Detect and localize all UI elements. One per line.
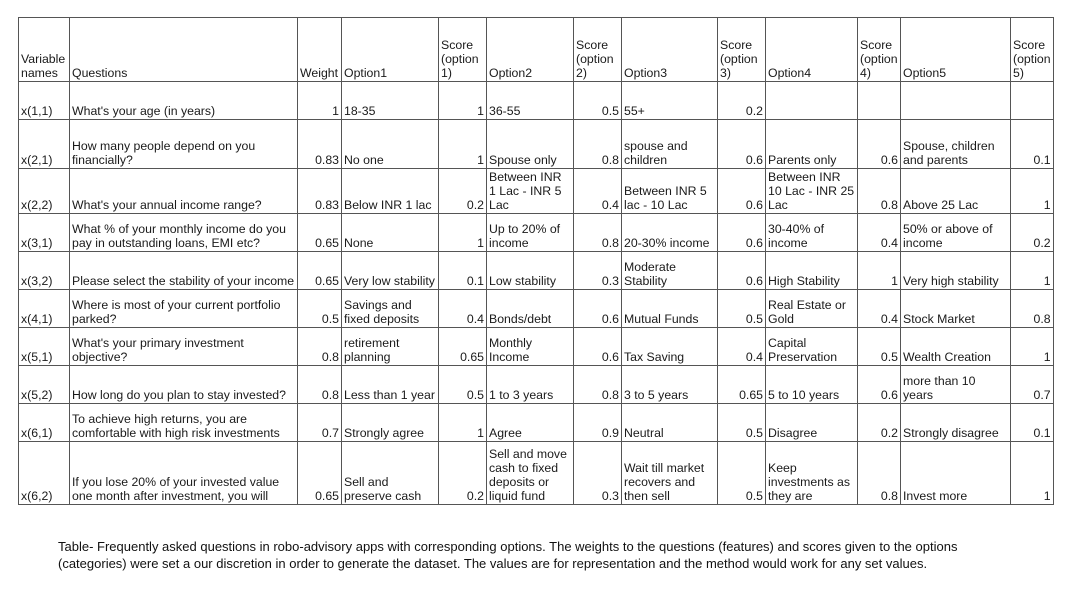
table-row xyxy=(19,252,1054,290)
table-row xyxy=(19,120,1054,169)
table-cell: 0.65 xyxy=(439,328,487,366)
table-cell xyxy=(766,82,858,120)
table-cell: 0.1 xyxy=(1011,404,1054,442)
table-body xyxy=(19,82,1054,505)
table-cell: 0.6 xyxy=(858,120,901,169)
table-cell: 0.4 xyxy=(858,214,901,252)
table-row xyxy=(19,290,1054,328)
table-row xyxy=(19,328,1054,366)
table-cell: x(1,1) xyxy=(19,82,70,120)
table-cell: 0.9 xyxy=(574,404,622,442)
table-cell: 0.65 xyxy=(298,214,342,252)
table-cell: 1 to 3 years xyxy=(487,366,574,404)
table-cell: 0.4 xyxy=(574,169,622,214)
table-cell: Between INR 10 Lac - INR 25 Lac xyxy=(766,169,858,214)
column-header: Score (option 2) xyxy=(574,18,622,82)
table-cell: 0.6 xyxy=(718,120,766,169)
table-cell: 18-35 xyxy=(342,82,439,120)
column-header: Weight xyxy=(298,18,342,82)
table-cell xyxy=(858,82,901,120)
column-header: Option2 xyxy=(487,18,574,82)
table-cell: 0.8 xyxy=(574,120,622,169)
table-cell: 5 to 10 years xyxy=(766,366,858,404)
table-cell: 0.4 xyxy=(858,290,901,328)
table-cell: Moderate Stability xyxy=(622,252,718,290)
table-cell: x(6,1) xyxy=(19,404,70,442)
table-cell: 0.7 xyxy=(1011,366,1054,404)
table-caption: Table- Frequently asked questions in robo-advisory apps with corresponding options. The weights to the questions (features) and scores given to the options (categories) were set a our discretion in order to generate the dataset. The values are for representation and the method would work for any set values. xyxy=(58,539,958,571)
table-cell: 0.6 xyxy=(858,366,901,404)
table-cell: What's your age (in years) xyxy=(70,82,298,120)
table-cell: 0.5 xyxy=(858,328,901,366)
table-cell: How many people depend on you financially? xyxy=(70,120,298,169)
table-cell: Agree xyxy=(487,404,574,442)
table-cell: 0.6 xyxy=(574,328,622,366)
table-cell: 0.65 xyxy=(718,366,766,404)
table-cell: 0.2 xyxy=(439,169,487,214)
table-cell: Sell and move cash to fixed deposits or liquid fund xyxy=(487,442,574,505)
table-cell: Where is most of your current portfolio parked? xyxy=(70,290,298,328)
table-cell: Capital Preservation xyxy=(766,328,858,366)
table-cell: 3 to 5 years xyxy=(622,366,718,404)
table-cell: 0.1 xyxy=(439,252,487,290)
column-header: Variable names xyxy=(19,18,70,82)
questions-table xyxy=(18,17,1054,505)
table-cell: None xyxy=(342,214,439,252)
table-cell: 0.5 xyxy=(718,290,766,328)
column-header: Option4 xyxy=(766,18,858,82)
table-cell: 55+ xyxy=(622,82,718,120)
table-cell: Please select the stability of your income xyxy=(70,252,298,290)
table-cell: 0.3 xyxy=(574,442,622,505)
table-cell: 0.83 xyxy=(298,169,342,214)
table-cell: 0.2 xyxy=(858,404,901,442)
table-cell: 0.8 xyxy=(858,169,901,214)
column-header: Option5 xyxy=(901,18,1011,82)
column-header: Score (option 1) xyxy=(439,18,487,82)
table-cell: x(3,1) xyxy=(19,214,70,252)
table-cell: 1 xyxy=(439,120,487,169)
table-cell: x(5,2) xyxy=(19,366,70,404)
table-cell: No one xyxy=(342,120,439,169)
table-cell: 0.2 xyxy=(1011,214,1054,252)
table-cell: 30-40% of income xyxy=(766,214,858,252)
table-cell: How long do you plan to stay invested? xyxy=(70,366,298,404)
table-cell: Strongly agree xyxy=(342,404,439,442)
table-cell: 0.2 xyxy=(718,82,766,120)
table-cell: Wait till market recovers and then sell xyxy=(622,442,718,505)
column-header: Option1 xyxy=(342,18,439,82)
table-cell: 50% or above of income xyxy=(901,214,1011,252)
header-row xyxy=(19,18,1054,82)
table-cell: Monthly Income xyxy=(487,328,574,366)
table-cell: 1 xyxy=(439,214,487,252)
table-cell: Spouse only xyxy=(487,120,574,169)
table-cell: 0.5 xyxy=(574,82,622,120)
table-cell: 1 xyxy=(439,404,487,442)
column-header: Option3 xyxy=(622,18,718,82)
table-cell: 0.6 xyxy=(718,169,766,214)
table-cell: Neutral xyxy=(622,404,718,442)
table-cell: 0.6 xyxy=(574,290,622,328)
table-cell xyxy=(1011,82,1054,120)
table-cell: 36-55 xyxy=(487,82,574,120)
column-header: Questions xyxy=(70,18,298,82)
table-cell: What % of your monthly income do you pay in outstanding loans, EMI etc? xyxy=(70,214,298,252)
table-cell: Disagree xyxy=(766,404,858,442)
table-cell: 0.3 xyxy=(574,252,622,290)
table-cell: 0.8 xyxy=(298,328,342,366)
table-row xyxy=(19,366,1054,404)
column-header: Score (option 3) xyxy=(718,18,766,82)
table-cell: Savings and fixed deposits xyxy=(342,290,439,328)
table-cell: x(2,2) xyxy=(19,169,70,214)
table-cell: Invest more xyxy=(901,442,1011,505)
table-cell: 0.5 xyxy=(298,290,342,328)
table-cell: Tax Saving xyxy=(622,328,718,366)
table-cell: x(2,1) xyxy=(19,120,70,169)
table-cell: What's your primary investment objective? xyxy=(70,328,298,366)
table-cell: 1 xyxy=(439,82,487,120)
table-cell: 1 xyxy=(1011,442,1054,505)
table-cell: 0.6 xyxy=(718,214,766,252)
table-cell: 0.5 xyxy=(439,366,487,404)
table-cell: 1 xyxy=(1011,328,1054,366)
table-cell: 1 xyxy=(298,82,342,120)
table-cell: If you lose 20% of your invested value one month after investment, you will xyxy=(70,442,298,505)
table-cell: What's your annual income range? xyxy=(70,169,298,214)
spreadsheet-table-container xyxy=(18,17,1054,505)
table-cell: Mutual Funds xyxy=(622,290,718,328)
table-cell: 0.2 xyxy=(439,442,487,505)
table-cell: x(6,2) xyxy=(19,442,70,505)
table-cell: Between INR 1 Lac - INR 5 Lac xyxy=(487,169,574,214)
table-cell: x(4,1) xyxy=(19,290,70,328)
table-cell: High Stability xyxy=(766,252,858,290)
table-cell: 1 xyxy=(858,252,901,290)
table-cell: 0.4 xyxy=(439,290,487,328)
table-cell: 0.83 xyxy=(298,120,342,169)
table-cell: spouse and children xyxy=(622,120,718,169)
table-cell: x(5,1) xyxy=(19,328,70,366)
table-row xyxy=(19,82,1054,120)
table-row xyxy=(19,404,1054,442)
table-cell: Below INR 1 lac xyxy=(342,169,439,214)
table-cell: more than 10 years xyxy=(901,366,1011,404)
table-cell: 0.8 xyxy=(858,442,901,505)
table-cell: 0.65 xyxy=(298,252,342,290)
table-cell: 0.7 xyxy=(298,404,342,442)
table-cell: Up to 20% of income xyxy=(487,214,574,252)
table-cell: Sell and preserve cash xyxy=(342,442,439,505)
table-cell: 0.5 xyxy=(718,442,766,505)
table-cell: 1 xyxy=(1011,252,1054,290)
table-cell: 0.6 xyxy=(718,252,766,290)
table-cell: 0.8 xyxy=(298,366,342,404)
table-cell: retirement planning xyxy=(342,328,439,366)
column-header: Score (option 5) xyxy=(1011,18,1054,82)
table-cell: Less than 1 year xyxy=(342,366,439,404)
table-cell: 0.8 xyxy=(574,214,622,252)
table-cell: 0.5 xyxy=(718,404,766,442)
table-cell: Low stability xyxy=(487,252,574,290)
table-row xyxy=(19,442,1054,505)
table-cell: Parents only xyxy=(766,120,858,169)
table-cell: To achieve high returns, you are comfortable with high risk investments xyxy=(70,404,298,442)
table-cell: 0.1 xyxy=(1011,120,1054,169)
column-header: Score (option 4) xyxy=(858,18,901,82)
table-cell: Wealth Creation xyxy=(901,328,1011,366)
table-cell: Above 25 Lac xyxy=(901,169,1011,214)
table-cell: Bonds/debt xyxy=(487,290,574,328)
table-row xyxy=(19,214,1054,252)
table-cell: 0.4 xyxy=(718,328,766,366)
table-cell: 0.65 xyxy=(298,442,342,505)
table-row xyxy=(19,169,1054,214)
table-cell: Very low stability xyxy=(342,252,439,290)
table-cell: Real Estate or Gold xyxy=(766,290,858,328)
table-cell: 0.8 xyxy=(574,366,622,404)
table-cell: x(3,2) xyxy=(19,252,70,290)
table-cell: 0.8 xyxy=(1011,290,1054,328)
table-cell: 20-30% income xyxy=(622,214,718,252)
table-cell: Spouse, children and parents xyxy=(901,120,1011,169)
table-cell xyxy=(901,82,1011,120)
table-cell: Keep investments as they are xyxy=(766,442,858,505)
table-cell: Stock Market xyxy=(901,290,1011,328)
table-cell: Strongly disagree xyxy=(901,404,1011,442)
table-cell: 1 xyxy=(1011,169,1054,214)
table-cell: Between INR 5 lac - 10 Lac xyxy=(622,169,718,214)
table-cell: Very high stability xyxy=(901,252,1011,290)
